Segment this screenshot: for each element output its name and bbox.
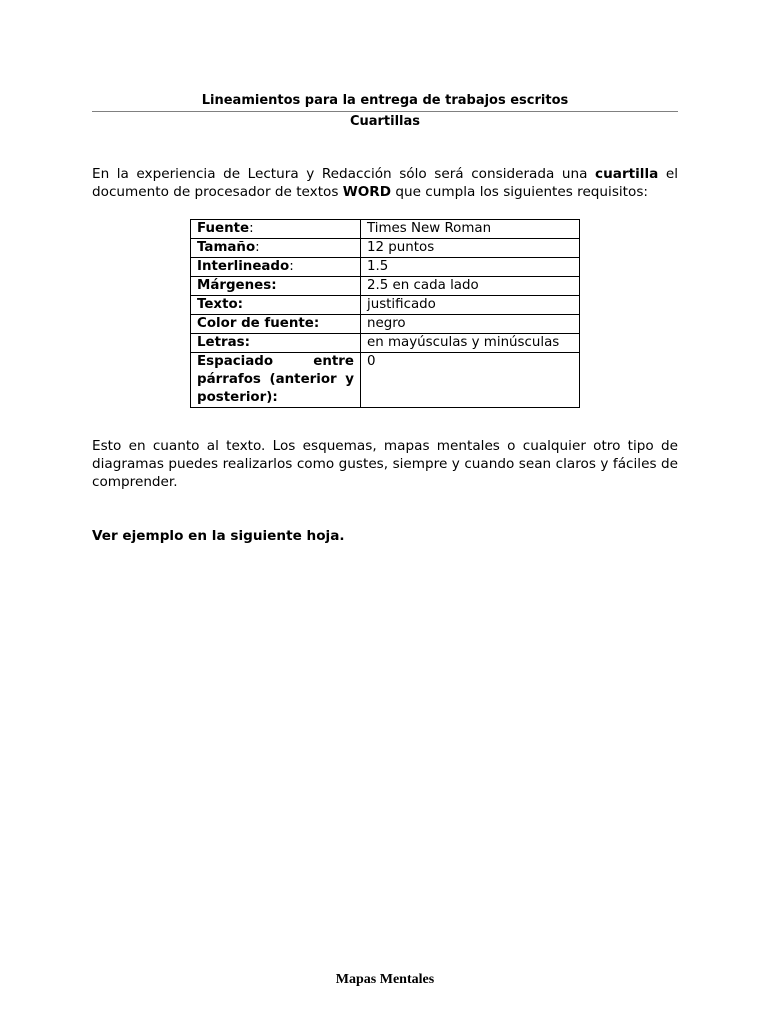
- requirement-value: 0: [361, 353, 580, 408]
- requirement-label-text: Texto:: [197, 297, 244, 312]
- intro-text-1: En la experiencia de Lectura y Redacción sólo será considerada una: [92, 166, 596, 182]
- table-row: [191, 315, 580, 334]
- table-row: [191, 353, 580, 408]
- title-block: [92, 92, 678, 131]
- requirement-label-text: Márgenes:: [197, 278, 277, 293]
- intro-text-3: que cumpla los siguientes requisitos:: [391, 184, 648, 200]
- requirement-label: [191, 277, 361, 296]
- requirement-label: [191, 296, 361, 315]
- requirement-label-colon: :: [289, 259, 294, 274]
- requirement-label-text: Color de fuente:: [197, 316, 320, 331]
- requirement-label-text: Interlineado: [197, 259, 290, 274]
- requirement-label-colon: :: [255, 240, 260, 255]
- requirement-label: [191, 353, 361, 408]
- requirement-label: [191, 315, 361, 334]
- table-row: [191, 258, 580, 277]
- intro-paragraph: [92, 165, 678, 201]
- requirement-label-text: Fuente: [197, 221, 250, 236]
- intro-bold-word: WORD: [342, 184, 392, 200]
- table-row: [191, 334, 580, 353]
- document-subtitle: Cuartillas: [349, 114, 421, 129]
- requirement-label: [191, 239, 361, 258]
- requirement-label: [191, 220, 361, 239]
- table-row: [191, 220, 580, 239]
- closing-paragraph: Esto en cuanto al texto. Los esquemas, mapas mentales o cualquier otro tipo de diagramas puedes realizarlos como gustes, siempre y cuando sean claros y fáciles de comprender.: [92, 438, 678, 490]
- requirement-value: negro: [361, 315, 580, 334]
- requirement-value: justificado: [361, 296, 580, 315]
- document-title: Lineamientos para la entrega de trabajos escritos: [92, 92, 678, 112]
- requirement-value: 1.5: [361, 258, 580, 277]
- requirement-label-text: Tamaño: [197, 240, 256, 255]
- requirement-label-colon: :: [249, 221, 254, 236]
- intro-text-2: el documento de procesador de textos: [92, 166, 678, 200]
- requirement-label: [191, 258, 361, 277]
- see-example-note: Ver ejemplo en la siguiente hoja.: [92, 528, 345, 544]
- intro-bold-cuartilla: cuartilla: [595, 166, 659, 182]
- table-row: [191, 239, 580, 258]
- requirement-label-text: Letras:: [197, 335, 250, 350]
- requirement-value: 2.5 en cada lado: [361, 277, 580, 296]
- requirements-table: [190, 219, 580, 408]
- requirement-label: [191, 334, 361, 353]
- table-row: [191, 296, 580, 315]
- table-row: [191, 277, 580, 296]
- next-page-title: Mapas Mentales: [335, 972, 435, 987]
- requirement-value: en mayúsculas y minúsculas: [361, 334, 580, 353]
- requirement-value: Times New Roman: [361, 220, 580, 239]
- requirement-value: 12 puntos: [361, 239, 580, 258]
- requirement-label-text: Espaciado entre párrafos (anterior y posterior):: [197, 354, 354, 405]
